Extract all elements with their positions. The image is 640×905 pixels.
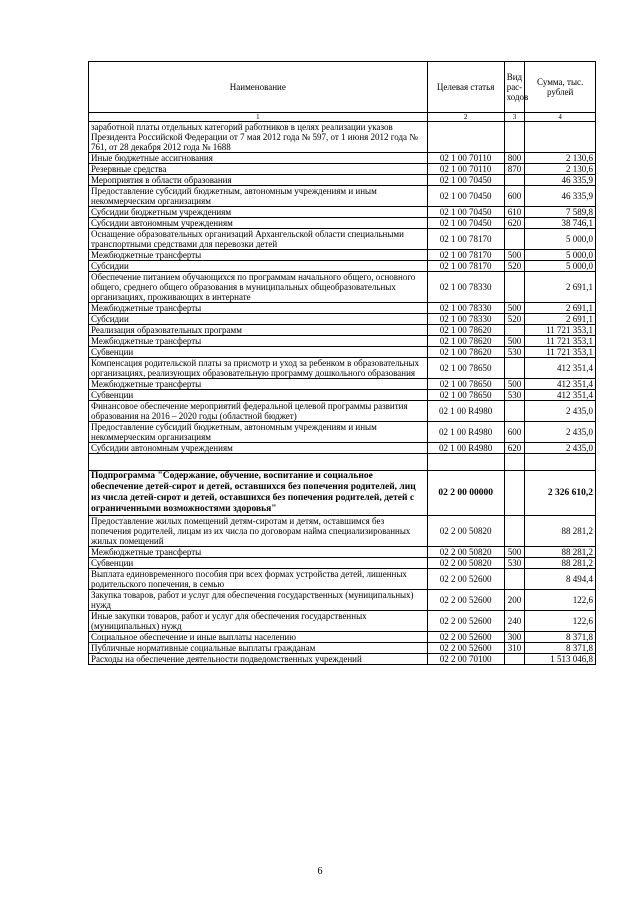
table-row [89,325,596,336]
row-name: Иные закупки товаров, работ и услуг для обеспечения государственных (муниципальных) нужд [89,611,428,632]
row-sum: 88 281,2 [525,516,596,547]
row-sum: 2 435,0 [525,443,596,454]
row-code: 02 2 00 50820 [427,547,504,558]
row-type [504,122,525,153]
row-name: Субвенции [89,558,428,569]
table-row [89,611,596,632]
row-type: 600 [504,186,525,207]
row-code: 02 1 00 78650 [427,358,504,379]
row-type [504,272,525,303]
row-code: 02 2 00 52600 [427,590,504,611]
row-type: 500 [504,336,525,347]
table-row [89,314,596,325]
subprogram-type [504,471,525,516]
row-sum: 2 435,0 [525,401,596,422]
row-sum: 11 721 353,1 [525,336,596,347]
row-type: 610 [504,207,525,218]
row-sum: 38 746,1 [525,218,596,229]
table-row [89,347,596,358]
table-row [89,207,596,218]
table-row [89,443,596,454]
table-row [89,569,596,590]
row-name: Субвенции [89,390,428,401]
row-name: Финансовое обеспечение мероприятий федеральной целевой программы развития образования на 2016 – 2020 годы (областной бюджет) [89,401,428,422]
row-sum: 412 351,4 [525,379,596,390]
row-type: 620 [504,443,525,454]
table-row [89,336,596,347]
row-code: 02 1 00 70110 [427,164,504,175]
row-name: Резервные средства [89,164,428,175]
row-type [504,516,525,547]
row-sum: 122,6 [525,590,596,611]
row-sum: 5 000,0 [525,250,596,261]
table-row [89,261,596,272]
table-row [89,558,596,569]
row-type: 870 [504,164,525,175]
header-type: Вид рас-ходов [504,62,525,113]
table-body [89,516,596,665]
row-sum: 46 335,9 [525,186,596,207]
row-name: Субсидии автономным учреждениям [89,218,428,229]
row-name: Обеспечение питанием обучающихся по программам начального общего, основного общего, среднего общего образования в муниципальных общеобразовательных организациях, проживающих в интернате [89,272,428,303]
header-row [89,62,596,113]
row-name: Субвенции [89,347,428,358]
row-sum: 5 000,0 [525,261,596,272]
row-type: 530 [504,347,525,358]
row-name: Иные бюджетные ассигнования [89,153,428,164]
table-row [89,390,596,401]
row-name: Мероприятия в области образования [89,175,428,186]
row-code: 02 1 00 78620 [427,347,504,358]
table-row [89,654,596,665]
row-code: 02 2 00 52600 [427,643,504,654]
table-row [89,379,596,390]
row-sum: 88 281,2 [525,558,596,569]
table-row [89,153,596,164]
row-sum [525,122,596,153]
row-type: 310 [504,643,525,654]
row-type [504,229,525,250]
table-row [89,401,596,422]
row-sum: 412 351,4 [525,358,596,379]
row-sum: 8 371,8 [525,643,596,654]
row-sum: 11 721 353,1 [525,325,596,336]
table-row [89,590,596,611]
table-row [89,229,596,250]
subprogram-name: Подпрограмма "Содержание, обучение, воспитание и социальное обеспечение детей-сирот и детей, оставшихся без попечения родителей, лиц из числа детей-сирот и детей, оставшихся без попечения родителей, детей с ограниченными возможностями здоровья" [89,471,428,516]
table-row [89,175,596,186]
row-type: 530 [504,558,525,569]
header-code: Целевая статья [427,62,504,113]
row-code [427,122,504,153]
row-name: Предоставление жилых помещений детям-сиротам и детям, оставшимся без попечения родителей, лицам из их числа по договорам найма специализированных жилых помещений [89,516,428,547]
row-sum: 412 351,4 [525,390,596,401]
row-code: 02 1 00 78330 [427,303,504,314]
table-row [89,272,596,303]
row-code: 02 2 00 50820 [427,558,504,569]
row-name: Закупка товаров, работ и услуг для обеспечения государственных (муниципальных) нужд [89,590,428,611]
row-name: Предоставление субсидий бюджетным, автономным учреждениям и иным некоммерческим организациям [89,422,428,443]
row-sum: 11 721 353,1 [525,347,596,358]
budget-table [88,61,596,665]
row-code: 02 2 00 50820 [427,516,504,547]
row-type: 530 [504,390,525,401]
row-code: 02 1 00 R4980 [427,401,504,422]
row-type [504,569,525,590]
table-row [89,164,596,175]
row-sum: 1 513 046,8 [525,654,596,665]
row-code: 02 1 00 78650 [427,379,504,390]
row-type [504,654,525,665]
row-code: 02 1 00 78330 [427,272,504,303]
row-sum: 2 691,1 [525,272,596,303]
row-type: 500 [504,547,525,558]
row-code: 02 1 00 70450 [427,218,504,229]
row-type [504,358,525,379]
row-code: 02 2 00 52600 [427,611,504,632]
table-row [89,250,596,261]
row-code: 02 1 00 70450 [427,175,504,186]
subprogram-code: 02 2 00 00000 [427,471,504,516]
row-sum: 8 494,4 [525,569,596,590]
row-code: 02 2 00 70100 [427,654,504,665]
row-code: 02 1 00 R4980 [427,422,504,443]
row-type: 800 [504,153,525,164]
row-name: Предоставление субсидий бюджетным, автономным учреждениям и иным некоммерческим организациям [89,186,428,207]
table-row [89,358,596,379]
row-type: 240 [504,611,525,632]
row-code: 02 1 00 78170 [427,261,504,272]
table-row [89,516,596,547]
row-sum: 2 130,6 [525,164,596,175]
row-name: Межбюджетные трансферты [89,547,428,558]
row-code: 02 1 00 78620 [427,325,504,336]
row-name: Оснащение образовательных организаций Архангельской области специальными транспортными средствами для перевозки детей [89,229,428,250]
row-sum: 8 371,8 [525,632,596,643]
row-type [504,401,525,422]
table-row [89,632,596,643]
row-name: заработной платы отдельных категорий работников в целях реализации указов Президента Российской Федерации от 7 мая 2012 года № 597, от 1 июня 2012 года № 761, от 28 декабря 2012 года № 1688 [89,122,428,153]
row-type [504,325,525,336]
row-name: Межбюджетные трансферты [89,336,428,347]
column-number: 3 [504,113,525,122]
row-code: 02 1 00 78620 [427,336,504,347]
table-row [89,422,596,443]
row-type: 620 [504,218,525,229]
row-type: 520 [504,314,525,325]
row-sum: 122,6 [525,611,596,632]
column-number: 1 [89,113,428,122]
row-code: 02 1 00 70110 [427,153,504,164]
row-name: Компенсация родительской платы за присмотр и уход за ребенком в образовательных организациях, реализующих образовательную программу дошкольного образования [89,358,428,379]
spacer-row [89,454,596,471]
row-type: 520 [504,261,525,272]
row-type: 200 [504,590,525,611]
subprogram-row [89,471,596,516]
row-code: 02 1 00 78650 [427,390,504,401]
subprogram-sum: 2 326 610,2 [525,471,596,516]
row-type: 500 [504,250,525,261]
row-code: 02 1 00 70450 [427,207,504,218]
column-number-row [89,113,596,122]
row-name: Субсидии [89,261,428,272]
row-sum: 5 000,0 [525,229,596,250]
row-name: Субсидии автономным учреждениям [89,443,428,454]
subprogram-section [89,454,596,516]
row-code: 02 1 00 R4980 [427,443,504,454]
row-sum: 2 130,6 [525,153,596,164]
row-name: Расходы на обеспечение деятельности подведомственных учреждений [89,654,428,665]
row-sum: 46 335,9 [525,175,596,186]
row-name: Субсидии [89,314,428,325]
row-name: Межбюджетные трансферты [89,303,428,314]
row-code: 02 2 00 52600 [427,632,504,643]
row-name: Выплата единовременного пособия при всех формах устройства детей, лишенных родительского попечения, в семью [89,569,428,590]
row-sum: 2 435,0 [525,422,596,443]
row-code: 02 1 00 78330 [427,314,504,325]
row-name: Субсидии бюджетным учреждениям [89,207,428,218]
row-type [504,175,525,186]
column-number: 4 [525,113,596,122]
row-name: Реализация образовательных программ [89,325,428,336]
table-row [89,186,596,207]
row-name: Межбюджетные трансферты [89,379,428,390]
table-row [89,303,596,314]
row-sum: 88 281,2 [525,547,596,558]
row-type: 300 [504,632,525,643]
table-row [89,122,596,153]
row-type: 500 [504,303,525,314]
row-type: 600 [504,422,525,443]
row-type: 500 [504,379,525,390]
row-code: 02 1 00 70450 [427,186,504,207]
table-row [89,547,596,558]
header-name: Наименование [89,62,428,113]
row-sum: 2 691,1 [525,303,596,314]
row-name: Публичные нормативные социальные выплаты гражданам [89,643,428,654]
row-name: Межбюджетные трансферты [89,250,428,261]
row-code: 02 1 00 78170 [427,250,504,261]
table-row [89,643,596,654]
table-row [89,218,596,229]
row-code: 02 1 00 78170 [427,229,504,250]
header-sum: Сумма, тыс. рублей [525,62,596,113]
row-sum: 2 691,1 [525,314,596,325]
table-body [89,122,596,454]
column-number: 2 [427,113,504,122]
row-sum: 7 589,8 [525,207,596,218]
page-number: 6 [317,866,323,877]
row-code: 02 2 00 52600 [427,569,504,590]
row-name: Социальное обеспечение и иные выплаты населению [89,632,428,643]
